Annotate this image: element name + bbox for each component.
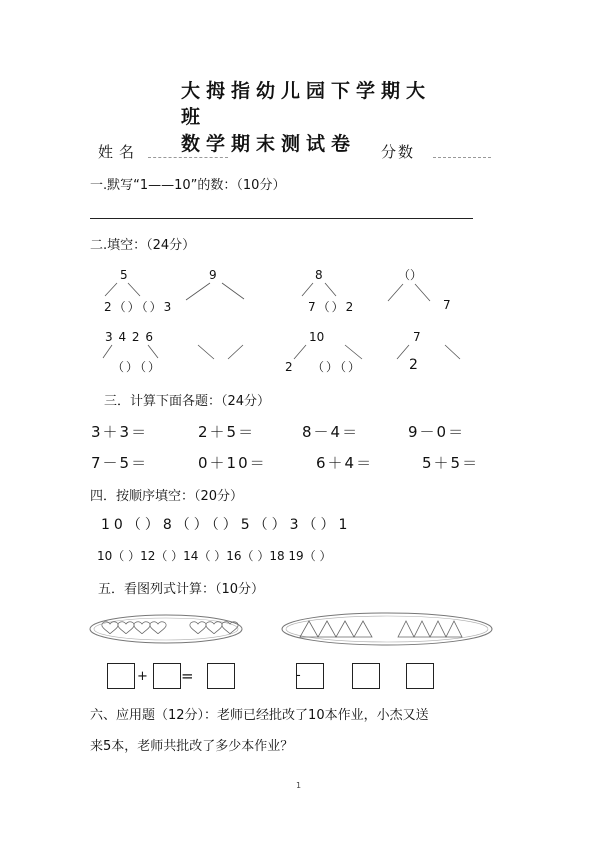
triangle-icon [336, 621, 354, 637]
tree5-branch-right [148, 345, 158, 358]
section5-heading: 五．看图列式计算：（10分） [98, 582, 265, 597]
section3-heading: 三．计算下面各题：（24分） [104, 394, 271, 409]
heart-icon [118, 622, 134, 634]
tree3-bottom: 7（）2 [308, 300, 356, 314]
heart-icon [150, 622, 166, 634]
score-label: 分数 [381, 143, 416, 161]
problem-1: 3＋3＝ [91, 423, 149, 441]
triangle-icon [318, 621, 336, 637]
triangle-icon [300, 621, 318, 637]
tree5-branch-left [103, 345, 112, 358]
heart-icon [190, 622, 206, 634]
tree1-top: 5 [120, 268, 128, 282]
triangle-group [300, 621, 462, 637]
tree1-branch-right [128, 283, 140, 296]
equals-sign: = [181, 667, 194, 685]
tree4-branch-right [415, 284, 430, 301]
tree4-top: （） [398, 268, 423, 282]
tree7-top: 10 [309, 330, 325, 344]
triangle-icon [430, 621, 446, 637]
tree2-branch-right [222, 283, 244, 299]
tree8-bottom: 2 [409, 357, 418, 373]
tree8-branch-left [397, 345, 409, 359]
problem-7: 6＋4＝ [316, 454, 374, 472]
tree6-branch-right [228, 345, 243, 359]
tree3-branch-left [302, 283, 313, 296]
triangle-icon [398, 621, 414, 637]
heart-icon [206, 622, 222, 634]
tree3-branch-right [325, 283, 336, 296]
problem-8: 5＋5＝ [422, 454, 480, 472]
plus-sign: + [137, 669, 148, 684]
triangle-icon [446, 621, 462, 637]
tree7-left: 2 [285, 360, 293, 374]
tree6-branch-left [198, 345, 214, 359]
problem-5: 7－5＝ [91, 454, 149, 472]
problem-2: 2＋5＝ [198, 423, 256, 441]
tree1-branch-left [105, 283, 117, 296]
name-label: 姓名 [98, 143, 141, 161]
sequence-ascending: 10（ ）12（ ）14（ ）16（ ）18 19（ ） [97, 549, 332, 563]
tree2-branch-left [186, 283, 210, 300]
tree8-branch-right [445, 345, 460, 359]
heart-group [102, 622, 238, 634]
answer-box-6[interactable] [406, 663, 434, 689]
section1-heading: 一.默写“1——10”的数：（10分） [90, 178, 286, 193]
problem-4: 9－0＝ [408, 423, 466, 441]
answer-box-3[interactable] [207, 663, 235, 689]
tree3-top: 8 [315, 268, 323, 282]
tree7-branch-left [294, 345, 306, 359]
heart-icon [134, 622, 150, 634]
page-number: 1 [296, 781, 302, 790]
title-line-2: 班 [181, 106, 207, 128]
sequence-descending: 10（）8（）（）5（）3（）1 [101, 517, 352, 533]
tree1-bottom: 2（）（）3 [104, 300, 174, 314]
tree4-branch-left [388, 284, 403, 301]
answer-box-1[interactable] [107, 663, 135, 689]
tree8-top: 7 [413, 330, 421, 344]
tree4-bottom: 7 [443, 298, 451, 312]
tree5-bottom: （）（） [112, 360, 163, 374]
title-line-1: 大拇指幼儿园下学期大 [181, 80, 432, 102]
answer-box-2[interactable] [153, 663, 181, 689]
tree7-branch-right [345, 345, 362, 359]
problem-6: 0＋10＝ [198, 454, 267, 472]
section2-heading: 二.填空：（24分） [90, 238, 196, 253]
triangle-icon [414, 621, 430, 637]
section4-heading: 四．按顺序填空：（20分） [90, 489, 244, 504]
problem-3: 8－4＝ [302, 423, 360, 441]
triangle-icon [354, 621, 372, 637]
title-line-3: 数学期末测试卷 [181, 133, 357, 155]
section6-line-1: 六、应用题（12分）：老师已经批改了10本作业，小杰又送 [90, 708, 429, 723]
answer-box-5[interactable] [352, 663, 380, 689]
tree5-top: 3 4 2 6 [105, 330, 154, 344]
heart-icon [102, 622, 118, 634]
tree2-top: 9 [209, 268, 217, 282]
minus-sign: - [296, 668, 301, 683]
section6-line-2: 来5本，老师共批改了多少本作业？ [90, 739, 294, 754]
tree7-bottom: （）（） [312, 360, 363, 374]
